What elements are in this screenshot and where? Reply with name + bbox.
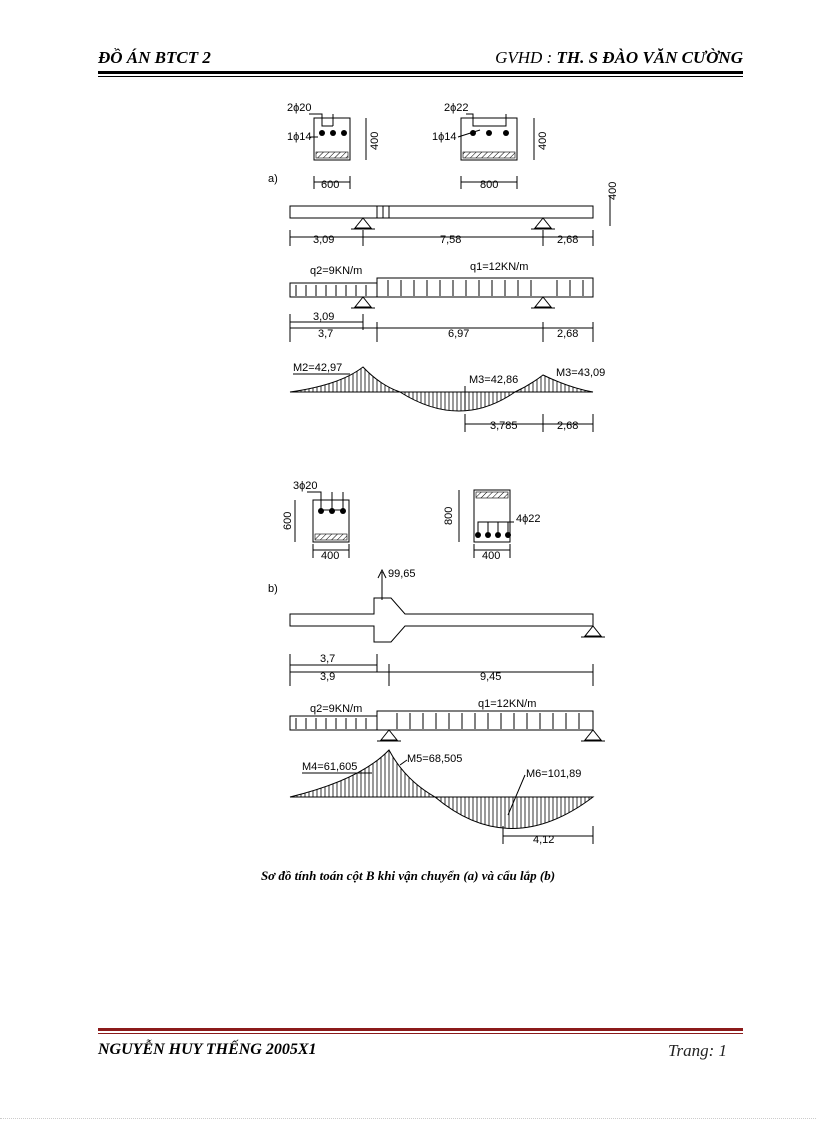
section-b2-hatch bbox=[476, 492, 508, 498]
rebar-dot bbox=[475, 532, 481, 538]
rebar-dot bbox=[341, 130, 347, 136]
section-a2 bbox=[432, 102, 549, 191]
page-edge bbox=[0, 1118, 816, 1119]
diagram-a bbox=[268, 102, 619, 432]
beam-a bbox=[290, 206, 593, 218]
section-b2-bottom-bars: 4ϕ22 bbox=[516, 513, 541, 525]
section-b1-top-bars: 3ϕ20 bbox=[293, 480, 318, 492]
span-b-top: 3,7 bbox=[320, 653, 336, 665]
rebar-dot bbox=[330, 130, 336, 136]
section-a1-width: 600 bbox=[321, 179, 340, 191]
beam-a-height: 400 bbox=[607, 181, 619, 200]
rebar-dot bbox=[340, 508, 346, 514]
instructor-prefix: GVHD : bbox=[495, 48, 557, 67]
load-a-span-2: 6,97 bbox=[448, 328, 470, 340]
section-a2-height: 400 bbox=[537, 131, 549, 150]
section-a2-top-bars: 2ϕ22 bbox=[444, 102, 469, 114]
rebar-dot bbox=[505, 532, 511, 538]
load-a-dim-top: 3,09 bbox=[313, 311, 335, 323]
rebar-dot bbox=[503, 130, 509, 136]
footer-rule-thin bbox=[98, 1033, 743, 1034]
moment-b-m6: M6=101,89 bbox=[526, 768, 582, 780]
section-b2 bbox=[443, 490, 541, 562]
moment-a-m3b: M3=43,09 bbox=[556, 367, 606, 379]
section-a2-mid-bars: 1ϕ14 bbox=[432, 131, 457, 143]
support-icon bbox=[355, 297, 371, 307]
moment-b-dim: 4,12 bbox=[533, 834, 555, 846]
moment-b-m4: M4=61,605 bbox=[302, 761, 358, 773]
load-a-span-1: 3,7 bbox=[318, 328, 334, 340]
load-b-q1: q1=12KN/m bbox=[478, 698, 537, 710]
span-a-3: 2,68 bbox=[557, 234, 579, 246]
span-b-1: 3,9 bbox=[320, 671, 336, 683]
distributed-load-arrows bbox=[296, 713, 579, 729]
rebar-dot bbox=[495, 532, 501, 538]
moment-a-dim-2: 2,68 bbox=[557, 420, 579, 432]
distributed-load-arrows bbox=[296, 280, 583, 296]
instructor-name: TH. S ĐÀO VĂN CƯỜNG bbox=[556, 48, 743, 67]
support-icon bbox=[585, 626, 601, 636]
section-a2-hatch bbox=[463, 152, 515, 158]
section-a1-top-bars: 2ϕ20 bbox=[287, 102, 312, 114]
support-icon bbox=[535, 297, 551, 307]
section-a2-width: 800 bbox=[480, 179, 499, 191]
rebar-dot bbox=[485, 532, 491, 538]
section-a1-mid-bars: 1ϕ14 bbox=[287, 131, 312, 143]
diagram-a-label: a) bbox=[268, 173, 278, 185]
support-icon bbox=[381, 730, 397, 740]
support-icon bbox=[585, 730, 601, 740]
section-a1 bbox=[287, 102, 381, 191]
section-b2-width: 400 bbox=[482, 550, 501, 562]
rebar-dot bbox=[329, 508, 335, 514]
figure-caption: Sơ đồ tính toán cột B khi vận chuyển (a) và cẩu lắp (b) bbox=[260, 868, 556, 883]
rebar-dot bbox=[319, 130, 325, 136]
load-a-q1: q1=12KN/m bbox=[470, 261, 529, 273]
section-b1-hatch bbox=[315, 534, 347, 540]
project-title: ĐỒ ÁN BTCT 2 bbox=[98, 48, 211, 67]
section-b1-height: 600 bbox=[282, 511, 294, 530]
moment-a-dim-1: 3,785 bbox=[490, 420, 518, 432]
beam-b bbox=[290, 598, 593, 642]
support-icon bbox=[355, 218, 371, 228]
load-a-span-3: 2,68 bbox=[557, 328, 579, 340]
diagram-b bbox=[268, 480, 605, 846]
section-a1-height: 400 bbox=[369, 131, 381, 150]
moment-a-m3a: M3=42,86 bbox=[469, 374, 519, 386]
author: NGUYỄN HUY THẾNG 2005X1 bbox=[98, 1041, 317, 1058]
section-b1-width: 400 bbox=[321, 550, 340, 562]
rebar-dot bbox=[486, 130, 492, 136]
moment-b-m5: M5=68,505 bbox=[407, 753, 463, 765]
footer-rule-thick bbox=[98, 1028, 743, 1031]
span-a-1: 3,09 bbox=[313, 234, 335, 246]
load-b-q2: q2=9KN/m bbox=[310, 703, 363, 715]
rebar-dot bbox=[318, 508, 324, 514]
support-icon bbox=[535, 218, 551, 228]
span-a-2: 7,58 bbox=[440, 234, 462, 246]
page-number: Trang: 1 bbox=[668, 1041, 728, 1060]
section-a1-hatch bbox=[316, 152, 348, 158]
lift-force: 99,65 bbox=[388, 568, 416, 580]
span-b-2: 9,45 bbox=[480, 671, 502, 683]
moment-a-m2: M2=42,97 bbox=[293, 362, 343, 374]
section-b1 bbox=[282, 480, 349, 562]
section-b2-height: 800 bbox=[443, 506, 455, 525]
load-a-q2: q2=9KN/m bbox=[310, 265, 363, 277]
diagram-b-label: b) bbox=[268, 583, 278, 595]
moment-a-region-2 bbox=[400, 392, 515, 411]
